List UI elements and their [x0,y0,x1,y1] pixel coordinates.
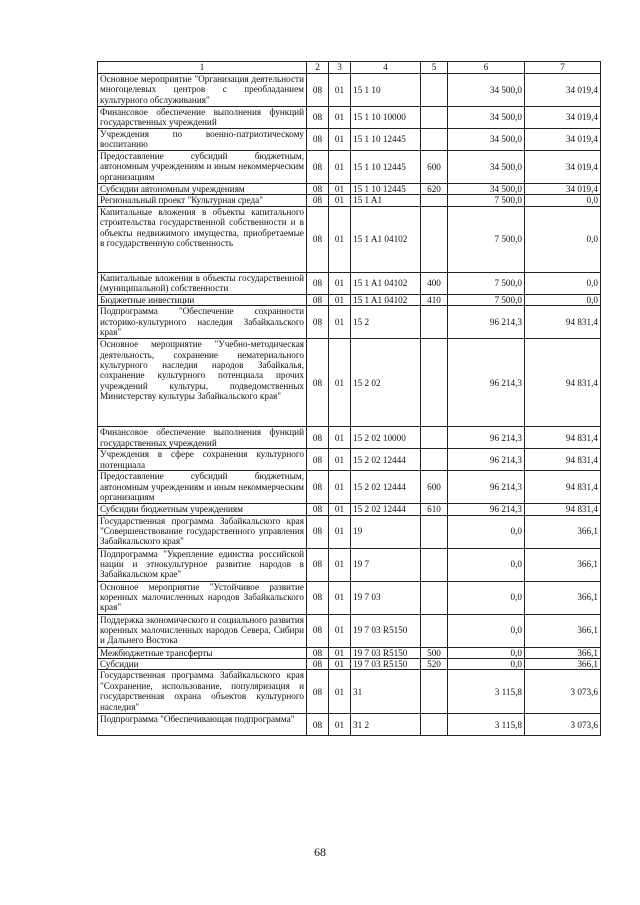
row-name-cell: Субсидии бюджетным учреждениям [98,504,307,515]
row-section-cell: 08 [307,449,329,471]
table-row [98,294,601,305]
row-target-article-cell: 15 1 10 12445 [351,129,421,151]
row-target-article-cell: 15 2 02 12444 [351,449,421,471]
row-amount-2-cell: 3 073,6 [525,670,601,714]
row-expense-type-cell [421,714,448,736]
row-amount-2-cell: 0,0 [525,294,601,305]
row-target-article-cell: 19 7 03 R5150 [351,659,421,670]
row-section-cell: 08 [307,272,329,294]
row-expense-type-cell [421,74,448,107]
table-row [98,659,601,670]
header-cell: 3 [329,62,351,74]
row-amount-2-cell: 34 019,4 [525,151,601,184]
row-amount-1-cell: 34 500,0 [448,74,525,107]
row-target-article-cell: 15 1 A1 [351,195,421,206]
row-expense-type-cell: 520 [421,659,448,670]
row-amount-1-cell: 34 500,0 [448,184,525,195]
row-expense-type-cell [421,515,448,548]
budget-table-container [97,61,600,736]
row-amount-2-cell: 34 019,4 [525,107,601,129]
row-subsection-cell: 01 [329,339,351,427]
row-target-article-cell: 19 7 03 [351,581,421,614]
row-amount-1-cell: 34 500,0 [448,129,525,151]
row-subsection-cell: 01 [329,206,351,272]
row-subsection-cell: 01 [329,74,351,107]
row-name-cell: Субсидии автономным учреждениям [98,184,307,195]
row-amount-1-cell: 34 500,0 [448,107,525,129]
header-cell: 6 [448,62,525,74]
row-section-cell: 08 [307,515,329,548]
row-amount-1-cell: 0,0 [448,548,525,581]
table-row [98,670,601,714]
row-amount-2-cell: 366,1 [525,548,601,581]
row-target-article-cell: 19 7 [351,548,421,581]
header-cell: 4 [351,62,421,74]
table-row [98,195,601,206]
row-amount-2-cell: 34 019,4 [525,184,601,195]
row-section-cell: 08 [307,670,329,714]
table-row [98,515,601,548]
row-target-article-cell: 15 1 10 12445 [351,184,421,195]
table-row [98,151,601,184]
row-expense-type-cell [421,449,448,471]
row-target-article-cell: 15 1 A1 04102 [351,294,421,305]
table-row [98,714,601,736]
header-cell: 1 [98,62,307,74]
row-amount-1-cell: 3 115,8 [448,714,525,736]
table-row [98,427,601,449]
row-subsection-cell: 01 [329,151,351,184]
row-amount-2-cell: 34 019,4 [525,129,601,151]
row-expense-type-cell: 600 [421,151,448,184]
row-expense-type-cell [421,339,448,427]
row-amount-1-cell: 7 500,0 [448,294,525,305]
row-section-cell: 08 [307,427,329,449]
row-target-article-cell: 15 1 10 10000 [351,107,421,129]
table-row [98,339,601,427]
row-subsection-cell: 01 [329,294,351,305]
row-amount-2-cell: 94 831,4 [525,471,601,504]
row-expense-type-cell [421,107,448,129]
row-expense-type-cell [421,548,448,581]
row-name-cell: Государственная программа Забайкальского края "Совершенствование государственного управления Забайкальского края" [98,515,307,548]
row-section-cell: 08 [307,659,329,670]
table-row [98,614,601,647]
table-row [98,471,601,504]
row-subsection-cell: 01 [329,449,351,471]
row-amount-1-cell: 96 214,3 [448,471,525,504]
row-amount-1-cell: 96 214,3 [448,427,525,449]
row-target-article-cell: 31 [351,670,421,714]
row-expense-type-cell [421,581,448,614]
row-name-cell: Бюджетные инвестиции [98,294,307,305]
row-amount-2-cell: 94 831,4 [525,504,601,515]
header-cell: 7 [525,62,601,74]
row-section-cell: 08 [307,548,329,581]
row-name-cell: Учреждения по военно-патриотическому воспитанию [98,129,307,151]
row-target-article-cell: 15 1 10 12445 [351,151,421,184]
row-amount-1-cell: 0,0 [448,647,525,658]
row-amount-2-cell: 34 019,4 [525,74,601,107]
row-name-cell: Основное мероприятие "Устойчивое развитие коренных малочисленных народов Забайкальского края" [98,581,307,614]
row-name-cell: Капитальные вложения в объекты государственной (муниципальной) собственности [98,272,307,294]
row-amount-1-cell: 0,0 [448,614,525,647]
row-section-cell: 08 [307,129,329,151]
row-name-cell: Региональный проект "Культурная среда" [98,195,307,206]
row-target-article-cell: 15 2 [351,306,421,339]
row-amount-2-cell: 94 831,4 [525,449,601,471]
row-target-article-cell: 19 7 03 R5150 [351,647,421,658]
row-expense-type-cell: 610 [421,504,448,515]
row-expense-type-cell: 500 [421,647,448,658]
row-section-cell: 08 [307,647,329,658]
row-amount-1-cell: 7 500,0 [448,206,525,272]
row-target-article-cell: 15 2 02 12444 [351,471,421,504]
table-row [98,306,601,339]
row-amount-2-cell: 366,1 [525,614,601,647]
row-name-cell: Финансовое обеспечение выполнения функций государственных учреждений [98,427,307,449]
row-subsection-cell: 01 [329,427,351,449]
row-section-cell: 08 [307,294,329,305]
row-target-article-cell: 15 1 10 [351,74,421,107]
row-section-cell: 08 [307,74,329,107]
header-cell: 2 [307,62,329,74]
row-name-cell: Учреждения в сфере сохранения культурного потенциала [98,449,307,471]
table-row [98,74,601,107]
row-target-article-cell: 15 1 A1 04102 [351,272,421,294]
table-row [98,206,601,272]
row-subsection-cell: 01 [329,107,351,129]
row-amount-2-cell: 0,0 [525,272,601,294]
row-subsection-cell: 01 [329,195,351,206]
table-row [98,647,601,658]
row-section-cell: 08 [307,504,329,515]
row-name-cell: Государственная программа Забайкальского края "Сохранение, использование, популяризация и государственная охрана объектов культурного наследия" [98,670,307,714]
row-amount-2-cell: 0,0 [525,206,601,272]
row-name-cell: Подпрограмма "Обеспечение сохранности историко-культурного наследия Забайкальского края" [98,306,307,339]
row-amount-2-cell: 366,1 [525,647,601,658]
row-subsection-cell: 01 [329,129,351,151]
row-expense-type-cell: 410 [421,294,448,305]
row-amount-1-cell: 0,0 [448,659,525,670]
row-subsection-cell: 01 [329,471,351,504]
row-section-cell: 08 [307,614,329,647]
row-amount-2-cell: 3 073,6 [525,714,601,736]
row-amount-1-cell: 0,0 [448,515,525,548]
row-expense-type-cell [421,206,448,272]
row-section-cell: 08 [307,184,329,195]
row-target-article-cell: 31 2 [351,714,421,736]
table-row [98,504,601,515]
row-section-cell: 08 [307,107,329,129]
row-amount-2-cell: 94 831,4 [525,306,601,339]
row-subsection-cell: 01 [329,670,351,714]
row-section-cell: 08 [307,581,329,614]
row-section-cell: 08 [307,306,329,339]
row-name-cell: Поддержка экономического и социального развития коренных малочисленных народов Севера, Сибири и Дальнего Востока [98,614,307,647]
row-target-article-cell: 19 7 03 R5150 [351,614,421,647]
row-name-cell: Основное мероприятие "Учебно-методическая деятельность, сохранение нематериального культурного наследия народов Забайкалья, сохранение культурного потенциала прочих учреждений культуры, подведомственных Министерству культуры Забайкальского края" [98,339,307,427]
row-subsection-cell: 01 [329,306,351,339]
row-section-cell: 08 [307,339,329,427]
row-expense-type-cell: 600 [421,471,448,504]
row-amount-1-cell: 96 214,3 [448,449,525,471]
row-section-cell: 08 [307,206,329,272]
row-amount-2-cell: 94 831,4 [525,427,601,449]
row-name-cell: Основное мероприятие "Организация деятельности многоцелевых центров с преобладанием культурного обслуживания" [98,74,307,107]
row-amount-1-cell: 7 500,0 [448,272,525,294]
row-name-cell: Капитальные вложения в объекты капитального строительства государственной собственности и в объекты недвижимого имущества, приобретаемые в государственную собственность [98,206,307,272]
row-amount-1-cell: 96 214,3 [448,306,525,339]
row-name-cell: Субсидии [98,659,307,670]
row-amount-2-cell: 366,1 [525,515,601,548]
row-amount-2-cell: 0,0 [525,195,601,206]
row-subsection-cell: 01 [329,714,351,736]
page-number: 68 [314,845,326,859]
row-expense-type-cell [421,670,448,714]
row-expense-type-cell: 620 [421,184,448,195]
row-expense-type-cell [421,129,448,151]
header-cell: 5 [421,62,448,74]
row-name-cell: Предоставление субсидий бюджетным, автономным учреждениям и иным некоммерческим организациям [98,471,307,504]
row-name-cell: Межбюджетные трансферты [98,647,307,658]
table-row [98,184,601,195]
row-expense-type-cell [421,306,448,339]
row-section-cell: 08 [307,471,329,504]
table-row [98,272,601,294]
row-amount-2-cell: 94 831,4 [525,339,601,427]
row-amount-1-cell: 96 214,3 [448,339,525,427]
table-row [98,107,601,129]
row-section-cell: 08 [307,151,329,184]
row-subsection-cell: 01 [329,659,351,670]
row-target-article-cell: 15 2 02 12444 [351,504,421,515]
table-row [98,581,601,614]
row-amount-2-cell: 366,1 [525,659,601,670]
row-target-article-cell: 15 2 02 10000 [351,427,421,449]
row-target-article-cell: 15 2 02 [351,339,421,427]
row-subsection-cell: 01 [329,184,351,195]
row-subsection-cell: 01 [329,548,351,581]
row-name-cell: Подпрограмма "Обеспечивающая подпрограмма" [98,714,307,736]
row-amount-1-cell: 96 214,3 [448,504,525,515]
row-name-cell: Финансовое обеспечение выполнения функций государственных учреждений [98,107,307,129]
row-target-article-cell: 19 [351,515,421,548]
row-target-article-cell: 15 1 A1 04102 [351,206,421,272]
row-expense-type-cell: 400 [421,272,448,294]
row-subsection-cell: 01 [329,515,351,548]
row-subsection-cell: 01 [329,647,351,658]
row-name-cell: Подпрограмма "Укрепление единства российской нации и этнокультурное развитие народов в Забайкальском крае" [98,548,307,581]
row-subsection-cell: 01 [329,504,351,515]
row-amount-2-cell: 366,1 [525,581,601,614]
row-amount-1-cell: 3 115,8 [448,670,525,714]
row-section-cell: 08 [307,195,329,206]
row-expense-type-cell [421,195,448,206]
row-amount-1-cell: 34 500,0 [448,151,525,184]
table-row [98,449,601,471]
table-row [98,548,601,581]
budget-table [97,61,601,736]
row-name-cell: Предоставление субсидий бюджетным, автономным учреждениям и иным некоммерческим организациям [98,151,307,184]
row-amount-1-cell: 7 500,0 [448,195,525,206]
row-expense-type-cell [421,427,448,449]
row-amount-1-cell: 0,0 [448,581,525,614]
row-section-cell: 08 [307,714,329,736]
table-header-row [98,62,601,74]
row-subsection-cell: 01 [329,272,351,294]
row-expense-type-cell [421,614,448,647]
row-subsection-cell: 01 [329,614,351,647]
row-subsection-cell: 01 [329,581,351,614]
table-row [98,129,601,151]
